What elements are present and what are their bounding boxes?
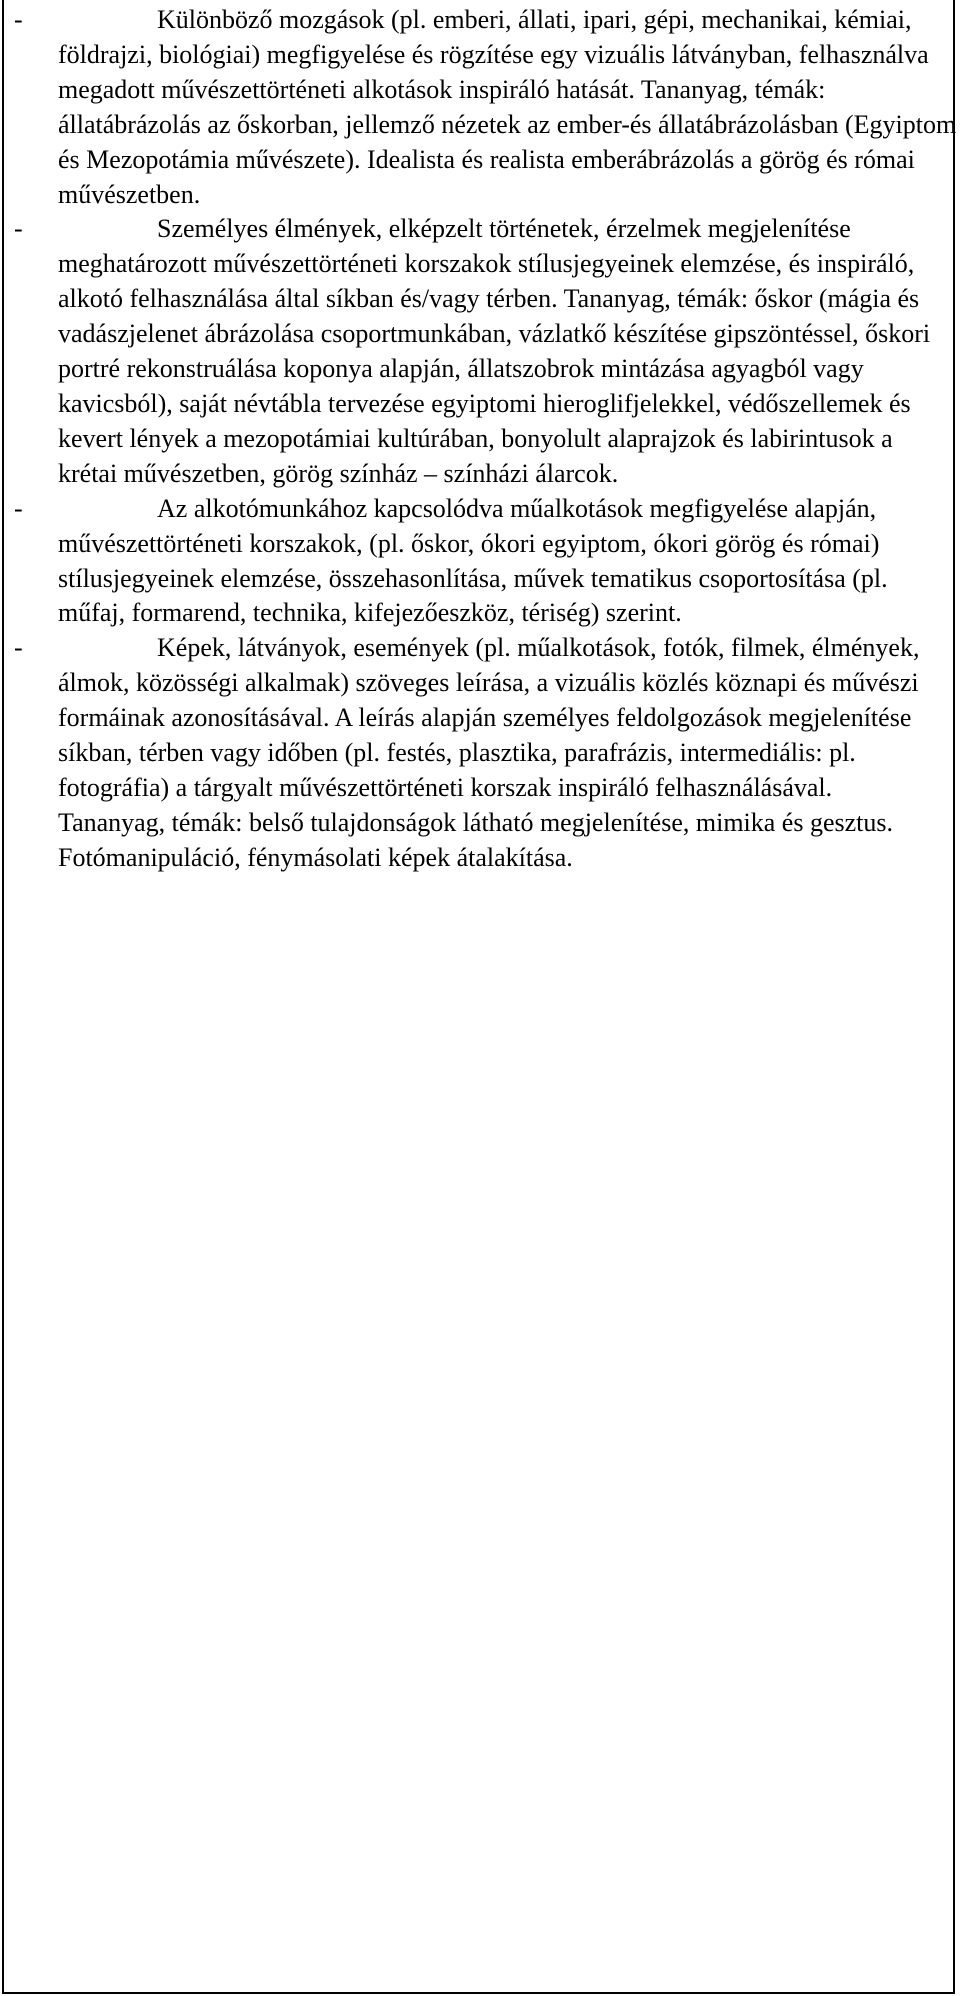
- list-item-text: Különböző mozgások (pl. emberi, állati, ipari, gépi, mechanikai, kémiai, földrajzi, biológiai) megfigyelése és rögzítése egy vizuális látványban, felhasználva megadott művészettörténeti alkotások inspiráló hatását. Tananyag, témák: állatábrázolás az őskorban, jellemző nézetek az ember-és állatábrázolásban (Egyiptom és Mezopotámia művészete). Idealista és realista emberábrázolás a görög és római művészetben.: [58, 5, 957, 209]
- dash-marker: -: [14, 214, 23, 244]
- dash-marker: -: [14, 493, 23, 523]
- list-item: [0, 3, 957, 212]
- closing-paragraph: Tananyag, témák: belső tulajdonságok látható megjelenítése, mimika és gesztus. Fotómanipuláció, fénymásolati képek átalakítása.: [58, 807, 894, 872]
- list-item: [0, 212, 953, 491]
- dash-marker: -: [14, 633, 23, 663]
- list-item-text: Képek, látványok, események (pl. műalkotások, fotók, filmek, élmények, álmok, közösségi alkalmak) szöveges leírása, a vizuális közlés köznapi és művészi formáinak azonosításával. A leírás alapján személyes feldolgozások megjelenítése síkban, térben vagy időben (pl. festés, plasztika, parafrázis, intermediális: pl. fotográfia) a tárgyalt művészettörténeti korszak inspiráló felhasználásával.: [58, 633, 920, 802]
- list-item: [0, 631, 953, 806]
- list-item: [0, 492, 953, 632]
- list-item-text: Az alkotómunkához kapcsolódva műalkotások megfigyelése alapján, művészettörténeti korszakok, (pl. őskor, ókori egyiptom, ókori görög és római) stílusjegyeinek elemzése, összehasonlítása, művek tematikus csoportosítása (pl. műfaj, formarend, technika, kifejezőeszköz, tériség) szerint.: [58, 493, 888, 628]
- dash-marker: -: [14, 5, 23, 34]
- document-body: [0, 0, 957, 876]
- list-item-text: Személyes élmények, elképzelt történetek, érzelmek megjelenítése meghatározott művészettörténeti korszakok stílusjegyeinek elemzése, és inspiráló, alkotó felhasználása által síkban és/vagy térben. Tananyag, témák: őskor (mágia és vadászjelenet ábrázolása csoportmunkában, vázlatkő készítése gipszöntéssel, őskori portré rekonstruálása koponya alapján, állatszobrok mintázása agyagból vagy kavicsból), saját névtábla tervezése egyiptomi hieroglifjelekkel, védőszellemek és kevert lények a mezopotámiai kultúrában, bonyolult alaprajzok és labirintusok a krétai művészetben, görög színház – színházi álarcok.: [58, 214, 931, 488]
